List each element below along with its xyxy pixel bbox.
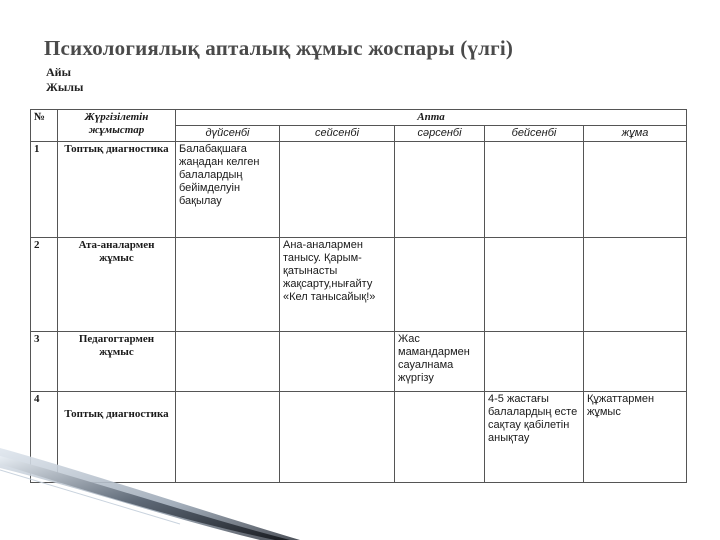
day-header-wednesday: сәрсенбі [395, 126, 485, 142]
activity-cell: Ана-аналармен танысу. Қарым-қатынасты жақсарту,нығайту «Кел танысайық!» [280, 238, 395, 332]
table-row [31, 238, 687, 332]
activity-cell [176, 332, 280, 392]
row-number: 4 [31, 392, 58, 483]
activity-cell: Балабақшаға жаңадан келген балалардың бейімделуін бақылау [176, 142, 280, 238]
row-number: 1 [31, 142, 58, 238]
activity-cell: 4-5 жастағы балалардың есте сақтау қабілетін анықтау [485, 392, 584, 483]
month-label: Айы [46, 65, 71, 79]
row-work-type: Ата-аналармен жұмыс [58, 238, 176, 332]
table-row [31, 332, 687, 392]
activity-cell [485, 142, 584, 238]
decorative-swoosh [0, 440, 320, 540]
activity-cell [395, 392, 485, 483]
day-header-monday: дүйсенбі [176, 126, 280, 142]
activity-cell [485, 238, 584, 332]
row-number: 2 [31, 238, 58, 332]
day-header-friday: жұма [584, 126, 687, 142]
activity-cell [395, 238, 485, 332]
row-work-type: Топтық диагностика [58, 142, 176, 238]
year-label: Жылы [46, 80, 84, 94]
activity-cell [280, 142, 395, 238]
activity-cell [280, 332, 395, 392]
activity-cell: Жас мамандармен сауалнама жүргізу [395, 332, 485, 392]
activity-cell [584, 238, 687, 332]
row-work-type: Топтық диагностика [58, 392, 176, 483]
activity-cell: Құжаттармен жұмыс [584, 392, 687, 483]
weekly-plan-table [30, 109, 687, 483]
column-header-work: Жүргізілетін жұмыстар [58, 110, 176, 142]
activity-cell [584, 142, 687, 238]
table-row [31, 142, 687, 238]
day-header-tuesday: сейсенбі [280, 126, 395, 142]
day-header-thursday: бейсенбі [485, 126, 584, 142]
activity-cell [485, 332, 584, 392]
row-number: 3 [31, 332, 58, 392]
page-title: Психологиялық апталық жұмыс жоспары (үлгі) [44, 36, 514, 60]
activity-cell [176, 238, 280, 332]
activity-cell [395, 142, 485, 238]
column-header-number: № [31, 110, 58, 142]
column-header-week: Апта [176, 110, 687, 126]
activity-cell [584, 332, 687, 392]
table-header-row [31, 110, 687, 126]
row-work-type: Педагогтармен жұмыс [58, 332, 176, 392]
